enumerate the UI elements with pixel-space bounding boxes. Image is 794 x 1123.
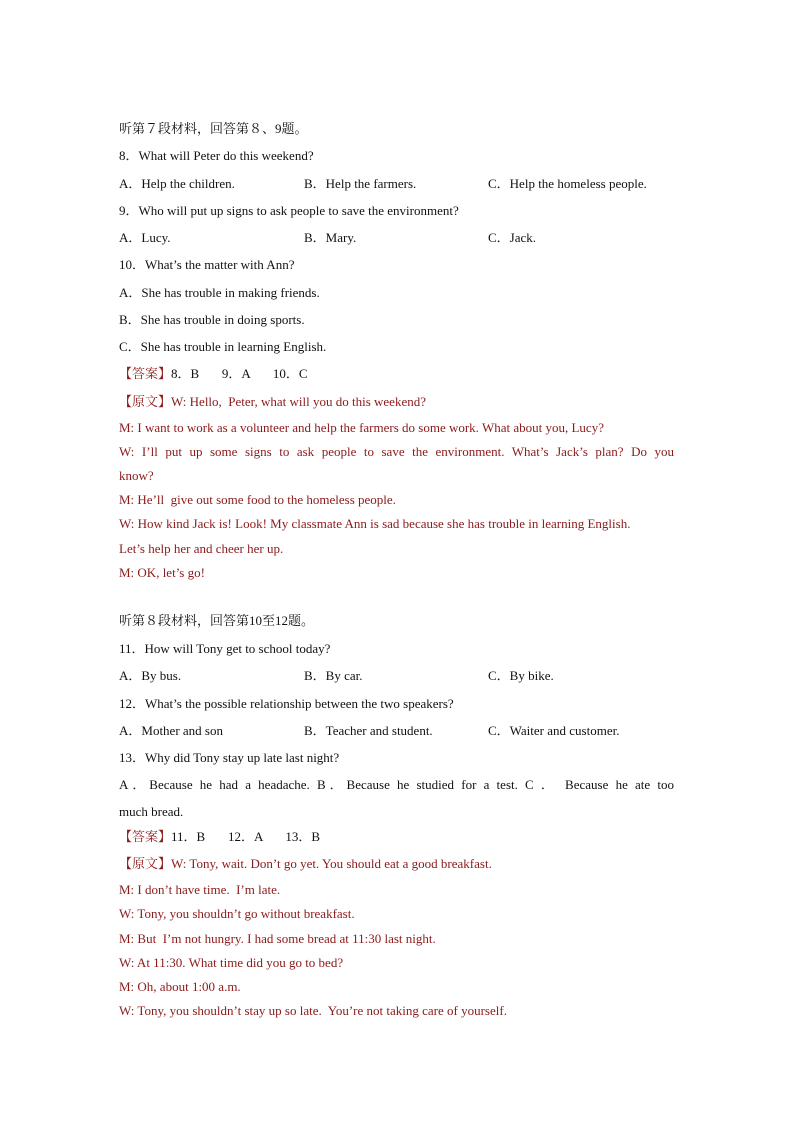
transcript-line: M: Oh, about 1:00 a.m. xyxy=(119,979,241,994)
transcript-line xyxy=(119,394,426,410)
transcript-line: M: I don’t have time. I’m late. xyxy=(119,882,281,897)
transcript-line: W: I’ll put up some signs to ask people to save the environment. What’s Jack’s plan? Do you xyxy=(119,444,674,459)
options-line: much bread. xyxy=(119,804,184,819)
option-c: C．Help the homeless people. xyxy=(488,176,647,191)
transcript-line: M: He’ll give out some food to the homeless people. xyxy=(119,492,396,507)
option-a: A．Help the children. xyxy=(119,176,235,191)
transcript-line: W: How kind Jack is! Look! My classmate Ann is sad because she has trouble in learning English. xyxy=(119,516,631,531)
answer-text: 8．B 9．A 10．C xyxy=(171,366,308,381)
question-stem: 13．Why did Tony stay up late last night? xyxy=(119,750,340,765)
option-b: B．Teacher and student. xyxy=(304,723,433,738)
option-a: A．She has trouble in making friends. xyxy=(119,285,320,300)
transcript-line: W: Tony, you shouldn’t go without breakfast. xyxy=(119,906,355,921)
transcript-tag: 【原文】 xyxy=(119,394,172,409)
answer-tag: 【答案】 xyxy=(119,829,172,844)
transcript-line: W: At 11:30. What time did you go to bed? xyxy=(119,955,344,970)
question-stem: 10．What’s the matter with Ann? xyxy=(119,257,295,272)
question-stem: 9．Who will put up signs to ask people to save the environment? xyxy=(119,203,459,218)
transcript-line: M: OK, let’s go! xyxy=(119,565,205,580)
option-b: B．Help the farmers. xyxy=(304,176,417,191)
answer-line xyxy=(119,829,320,845)
question-stem: 12．What’s the possible relationship between the two speakers? xyxy=(119,696,454,711)
option-b: B．By car. xyxy=(304,668,363,683)
option-a: A．By bus. xyxy=(119,668,182,683)
option-a: A．Lucy. xyxy=(119,230,171,245)
section-heading: 听第８段材料，回答第10至12题。 xyxy=(119,613,315,628)
question-stem: 11．How will Tony get to school today? xyxy=(119,641,331,656)
option-c: C．She has trouble in learning English. xyxy=(119,339,327,354)
answer-line xyxy=(119,366,308,382)
option-c: C．Jack. xyxy=(488,230,537,245)
transcript-text: W: Hello, Peter, what will you do this weekend? xyxy=(171,394,426,409)
option-c: C．By bike. xyxy=(488,668,554,683)
options-line: A．Because he had a headache. B．Because he studied for a test. C ． Because he ate too xyxy=(119,777,674,792)
transcript-line: M: But I’m not hungry. I had some bread at 11:30 last night. xyxy=(119,931,436,946)
transcript-tag: 【原文】 xyxy=(119,856,172,871)
option-b: B．Mary. xyxy=(304,230,357,245)
option-b: B．She has trouble in doing sports. xyxy=(119,312,305,327)
transcript-line: Let’s help her and cheer her up. xyxy=(119,541,284,556)
option-c: C．Waiter and customer. xyxy=(488,723,620,738)
answer-tag: 【答案】 xyxy=(119,366,172,381)
transcript-line: know? xyxy=(119,468,154,483)
transcript-line: M: I want to work as a volunteer and help the farmers do some work. What about you, Lucy? xyxy=(119,420,604,435)
answer-text: 11．B 12．A 13．B xyxy=(171,829,321,844)
transcript-line xyxy=(119,856,492,872)
question-stem: 8．What will Peter do this weekend? xyxy=(119,148,314,163)
transcript-line: W: Tony, you shouldn’t stay up so late. You’re not taking care of yourself. xyxy=(119,1003,507,1018)
section-heading: 听第７段材料，回答第８、9题。 xyxy=(119,121,308,136)
transcript-text: W: Tony, wait. Don’t go yet. You should eat a good breakfast. xyxy=(171,856,492,871)
option-a: A．Mother and son xyxy=(119,723,223,738)
